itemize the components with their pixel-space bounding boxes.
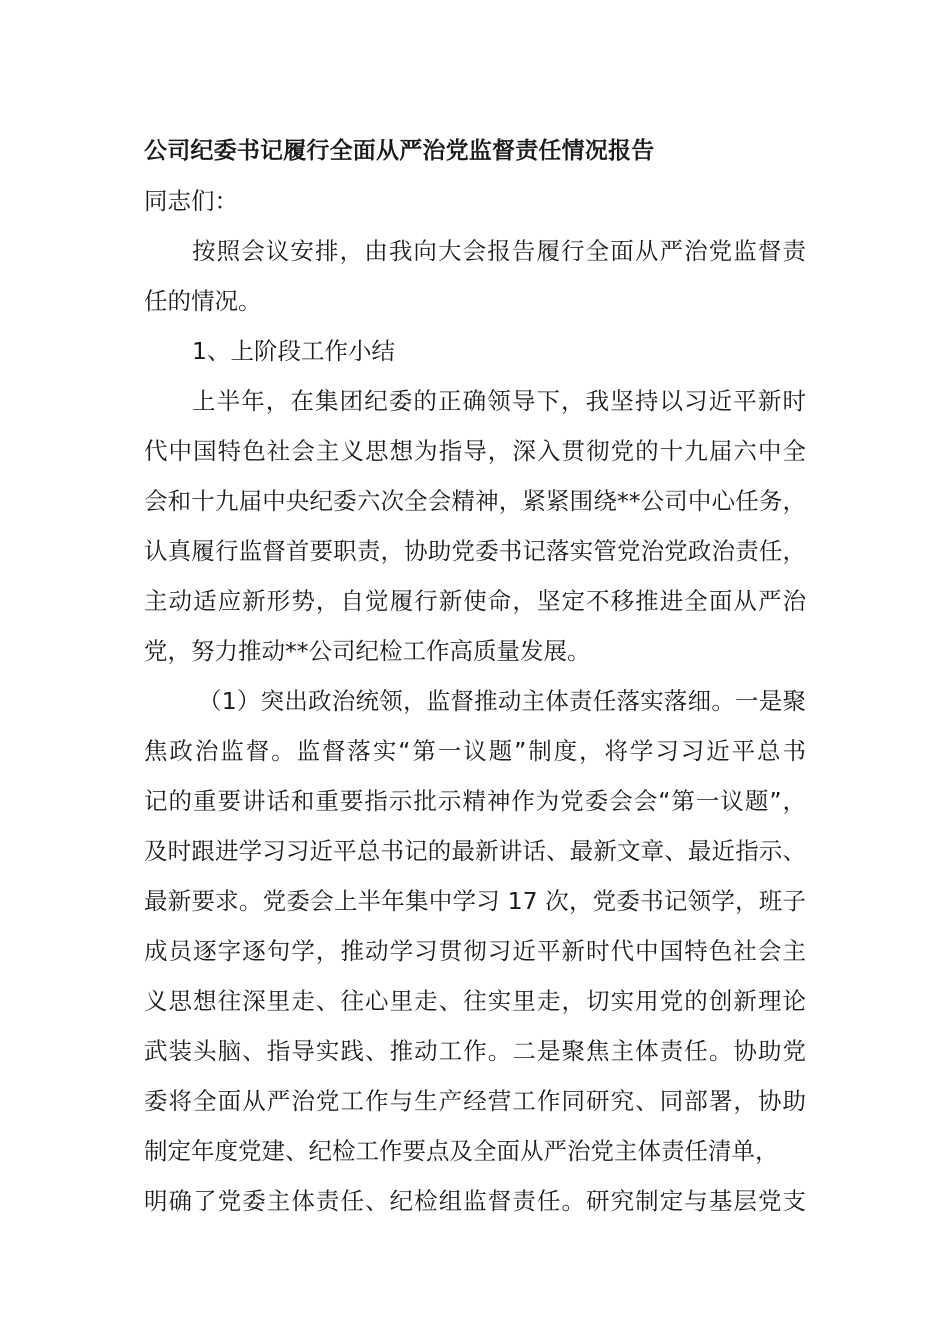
salutation: 同志们： (144, 187, 238, 215)
paragraph-line: 会和十九届中央纪委六次全会精神，紧紧围绕**公司中心任务， (144, 487, 806, 515)
paragraph-line: （1）突出政治统领，监督推动主体责任落实落细。一是聚 (198, 687, 806, 715)
paragraph-line: 制定年度党建、纪检工作要点及全面从严治党主体责任清单， (144, 1137, 779, 1165)
section-heading: 1、上阶段工作小结 (192, 337, 395, 365)
paragraph-line: 义思想往深里走、往心里走、往实里走，切实用党的创新理论 (144, 987, 806, 1015)
paragraph-line: 记的重要讲话和重要指示批示精神作为党委会会“第一议题”， (144, 787, 806, 815)
paragraph-line: 认真履行监督首要职责，协助党委书记落实管党治党政治责任， (144, 537, 806, 565)
paragraph-line: 委将全面从严治党工作与生产经营工作同研究、同部署，协助 (144, 1087, 806, 1115)
paragraph-line: 代中国特色社会主义思想为指导，深入贯彻党的十九届六中全 (144, 437, 806, 465)
paragraph-line: 及时跟进学习习近平总书记的最新讲话、最新文章、最近指示、 (144, 837, 806, 865)
paragraph-line: 主动适应新形势，自觉履行新使命，坚定不移推进全面从严治 (144, 587, 806, 615)
paragraph-line: 成员逐字逐句学，推动学习贯彻习近平新时代中国特色社会主 (144, 937, 806, 965)
paragraph-line: 党，努力推动**公司纪检工作高质量发展。 (144, 637, 591, 665)
paragraph-line: 焦政治监督。监督落实“第一议题”制度，将学习习近平总书 (144, 737, 806, 765)
paragraph-line: 任的情况。 (144, 287, 262, 315)
paragraph-line: 按照会议安排，由我向大会报告履行全面从严治党监督责 (192, 237, 806, 265)
paragraph-line: 上半年，在集团纪委的正确领导下，我坚持以习近平新时 (192, 387, 806, 415)
paragraph-line: 最新要求。党委会上半年集中学习 17 次，党委书记领学，班子 (144, 887, 806, 915)
document-title: 公司纪委书记履行全面从严治党监督责任情况报告 (144, 138, 655, 164)
paragraph-line: 明确了党委主体责任、纪检组监督责任。研究制定与基层党支 (144, 1187, 806, 1215)
paragraph-line: 武装头脑、指导实践、推动工作。二是聚焦主体责任。协助党 (144, 1037, 806, 1065)
